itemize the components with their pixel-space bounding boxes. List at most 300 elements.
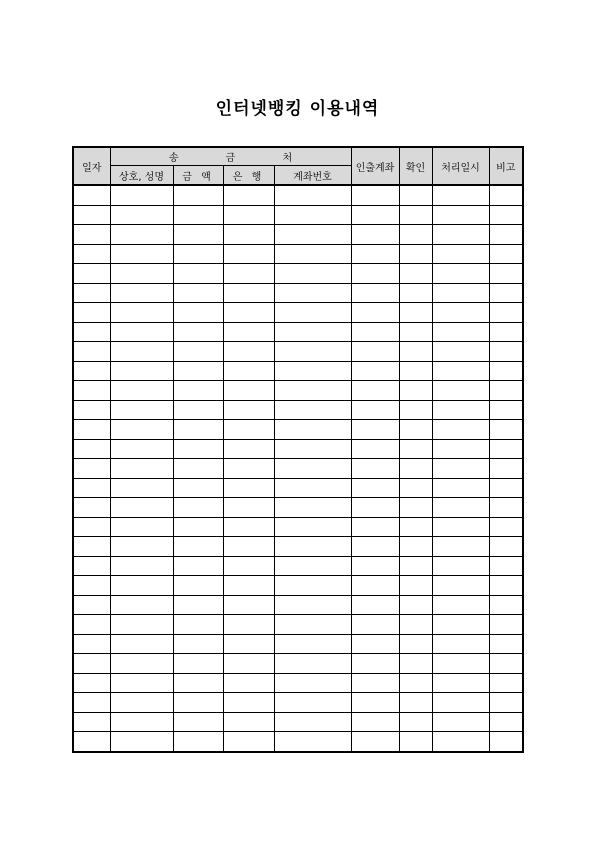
cell-recipient-name[interactable] [110,381,173,401]
cell-confirm[interactable] [399,459,432,479]
cell-amount[interactable] [173,556,223,576]
cell-processed-at[interactable] [432,420,489,440]
cell-recipient-name[interactable] [110,615,173,635]
table-row [73,283,523,303]
cell-processed-at[interactable] [432,634,489,654]
cell-confirm[interactable] [399,303,432,323]
cell-withdrawal-account[interactable] [351,264,399,284]
cell-bank[interactable] [223,283,274,303]
cell-date[interactable] [73,400,110,420]
cell-recipient-name[interactable] [110,478,173,498]
cell-withdrawal-account[interactable] [351,225,399,245]
cell-remarks[interactable] [489,615,523,635]
cell-amount[interactable] [173,537,223,557]
cell-remarks[interactable] [489,693,523,713]
cell-account-number[interactable] [274,264,351,284]
cell-amount[interactable] [173,342,223,362]
cell-processed-at[interactable] [432,361,489,381]
cell-account-number[interactable] [274,381,351,401]
header-recipient-group: 송 금 처 [110,147,351,166]
cell-processed-at[interactable] [432,517,489,537]
cell-confirm[interactable] [399,322,432,342]
cell-confirm[interactable] [399,205,432,225]
cell-processed-at[interactable] [432,264,489,284]
cell-processed-at[interactable] [432,498,489,518]
table-row [73,264,523,284]
cell-processed-at[interactable] [432,556,489,576]
cell-date[interactable] [73,712,110,732]
cell-amount[interactable] [173,361,223,381]
cell-remarks[interactable] [489,498,523,518]
cell-recipient-name[interactable] [110,634,173,654]
cell-confirm[interactable] [399,361,432,381]
cell-account-number[interactable] [274,205,351,225]
cell-withdrawal-account[interactable] [351,498,399,518]
cell-bank[interactable] [223,498,274,518]
cell-account-number[interactable] [274,244,351,264]
cell-recipient-name[interactable] [110,517,173,537]
cell-bank[interactable] [223,732,274,752]
cell-amount[interactable] [173,498,223,518]
cell-bank[interactable] [223,517,274,537]
cell-remarks[interactable] [489,420,523,440]
cell-account-number[interactable] [274,615,351,635]
cell-account-number[interactable] [274,459,351,479]
cell-date[interactable] [73,381,110,401]
cell-bank[interactable] [223,400,274,420]
cell-remarks[interactable] [489,185,523,205]
cell-amount[interactable] [173,303,223,323]
cell-withdrawal-account[interactable] [351,556,399,576]
cell-amount[interactable] [173,322,223,342]
cell-recipient-name[interactable] [110,303,173,323]
cell-bank[interactable] [223,595,274,615]
cell-date[interactable] [73,615,110,635]
cell-amount[interactable] [173,381,223,401]
cell-bank[interactable] [223,634,274,654]
cell-recipient-name[interactable] [110,264,173,284]
cell-remarks[interactable] [489,712,523,732]
cell-withdrawal-account[interactable] [351,654,399,674]
cell-bank[interactable] [223,615,274,635]
cell-confirm[interactable] [399,576,432,596]
cell-date[interactable] [73,303,110,323]
cell-confirm[interactable] [399,712,432,732]
cell-remarks[interactable] [489,537,523,557]
cell-account-number[interactable] [274,673,351,693]
cell-recipient-name[interactable] [110,205,173,225]
cell-withdrawal-account[interactable] [351,615,399,635]
cell-date[interactable] [73,517,110,537]
cell-remarks[interactable] [489,322,523,342]
cell-date[interactable] [73,205,110,225]
cell-recipient-name[interactable] [110,420,173,440]
cell-account-number[interactable] [274,556,351,576]
header-withdrawal-account: 인출계좌 [351,147,399,185]
cell-processed-at[interactable] [432,185,489,205]
cell-date[interactable] [73,673,110,693]
cell-amount[interactable] [173,732,223,752]
cell-account-number[interactable] [274,634,351,654]
table-row [73,459,523,479]
cell-confirm[interactable] [399,342,432,362]
cell-bank[interactable] [223,244,274,264]
cell-processed-at[interactable] [432,322,489,342]
cell-bank[interactable] [223,185,274,205]
table-row [73,361,523,381]
table-row [73,244,523,264]
cell-withdrawal-account[interactable] [351,576,399,596]
cell-date[interactable] [73,634,110,654]
cell-date[interactable] [73,537,110,557]
cell-recipient-name[interactable] [110,673,173,693]
cell-confirm[interactable] [399,283,432,303]
cell-remarks[interactable] [489,283,523,303]
cell-confirm[interactable] [399,654,432,674]
cell-remarks[interactable] [489,634,523,654]
cell-amount[interactable] [173,615,223,635]
cell-processed-at[interactable] [432,712,489,732]
cell-amount[interactable] [173,673,223,693]
cell-recipient-name[interactable] [110,732,173,752]
cell-account-number[interactable] [274,537,351,557]
cell-withdrawal-account[interactable] [351,732,399,752]
cell-recipient-name[interactable] [110,595,173,615]
table-row [73,498,523,518]
cell-recipient-name[interactable] [110,322,173,342]
table-row [73,205,523,225]
cell-account-number[interactable] [274,595,351,615]
cell-remarks[interactable] [489,654,523,674]
cell-remarks[interactable] [489,459,523,479]
cell-processed-at[interactable] [432,381,489,401]
cell-date[interactable] [73,595,110,615]
cell-withdrawal-account[interactable] [351,400,399,420]
transaction-ledger-table [72,146,524,753]
cell-confirm[interactable] [399,498,432,518]
cell-date[interactable] [73,459,110,479]
cell-withdrawal-account[interactable] [351,381,399,401]
cell-remarks[interactable] [489,244,523,264]
cell-bank[interactable] [223,205,274,225]
cell-remarks[interactable] [489,732,523,752]
cell-withdrawal-account[interactable] [351,478,399,498]
cell-confirm[interactable] [399,244,432,264]
table-row [73,595,523,615]
cell-withdrawal-account[interactable] [351,322,399,342]
cell-recipient-name[interactable] [110,283,173,303]
cell-bank[interactable] [223,303,274,323]
cell-withdrawal-account[interactable] [351,303,399,323]
cell-date[interactable] [73,439,110,459]
cell-account-number[interactable] [274,400,351,420]
cell-confirm[interactable] [399,225,432,245]
cell-date[interactable] [73,185,110,205]
cell-confirm[interactable] [399,381,432,401]
cell-account-number[interactable] [274,654,351,674]
table-row [73,225,523,245]
cell-remarks[interactable] [489,205,523,225]
cell-date[interactable] [73,322,110,342]
table-row [73,439,523,459]
cell-bank[interactable] [223,537,274,557]
cell-remarks[interactable] [489,556,523,576]
table-row [73,420,523,440]
cell-account-number[interactable] [274,303,351,323]
cell-account-number[interactable] [274,322,351,342]
cell-bank[interactable] [223,342,274,362]
cell-recipient-name[interactable] [110,400,173,420]
cell-account-number[interactable] [274,225,351,245]
table-row [73,322,523,342]
cell-date[interactable] [73,556,110,576]
cell-amount[interactable] [173,517,223,537]
cell-date[interactable] [73,342,110,362]
cell-date[interactable] [73,478,110,498]
cell-processed-at[interactable] [432,537,489,557]
cell-processed-at[interactable] [432,673,489,693]
cell-account-number[interactable] [274,498,351,518]
cell-remarks[interactable] [489,400,523,420]
cell-confirm[interactable] [399,693,432,713]
cell-recipient-name[interactable] [110,498,173,518]
cell-withdrawal-account[interactable] [351,283,399,303]
cell-withdrawal-account[interactable] [351,517,399,537]
cell-amount[interactable] [173,244,223,264]
cell-confirm[interactable] [399,185,432,205]
cell-date[interactable] [73,225,110,245]
cell-recipient-name[interactable] [110,537,173,557]
cell-processed-at[interactable] [432,459,489,479]
cell-bank[interactable] [223,225,274,245]
cell-amount[interactable] [173,264,223,284]
cell-account-number[interactable] [274,693,351,713]
cell-withdrawal-account[interactable] [351,634,399,654]
cell-remarks[interactable] [489,673,523,693]
header-confirm: 확인 [399,147,432,185]
cell-processed-at[interactable] [432,283,489,303]
cell-amount[interactable] [173,712,223,732]
cell-processed-at[interactable] [432,439,489,459]
cell-bank[interactable] [223,478,274,498]
cell-account-number[interactable] [274,361,351,381]
cell-recipient-name[interactable] [110,693,173,713]
cell-processed-at[interactable] [432,400,489,420]
cell-amount[interactable] [173,205,223,225]
cell-remarks[interactable] [489,361,523,381]
table-row [73,712,523,732]
cell-processed-at[interactable] [432,478,489,498]
cell-withdrawal-account[interactable] [351,361,399,381]
cell-amount[interactable] [173,478,223,498]
cell-remarks[interactable] [489,225,523,245]
table-body [73,185,523,752]
cell-amount[interactable] [173,420,223,440]
cell-date[interactable] [73,732,110,752]
cell-date[interactable] [73,244,110,264]
header-amount: 금 액 [173,166,223,186]
cell-processed-at[interactable] [432,595,489,615]
table-row [73,634,523,654]
cell-recipient-name[interactable] [110,185,173,205]
cell-recipient-name[interactable] [110,576,173,596]
cell-processed-at[interactable] [432,342,489,362]
cell-confirm[interactable] [399,420,432,440]
cell-bank[interactable] [223,322,274,342]
cell-amount[interactable] [173,459,223,479]
cell-processed-at[interactable] [432,225,489,245]
cell-amount[interactable] [173,439,223,459]
cell-confirm[interactable] [399,400,432,420]
cell-amount[interactable] [173,576,223,596]
cell-confirm[interactable] [399,537,432,557]
cell-remarks[interactable] [489,381,523,401]
cell-confirm[interactable] [399,478,432,498]
cell-confirm[interactable] [399,517,432,537]
cell-recipient-name[interactable] [110,342,173,362]
table-row [73,185,523,205]
cell-withdrawal-account[interactable] [351,693,399,713]
cell-recipient-name[interactable] [110,225,173,245]
cell-bank[interactable] [223,420,274,440]
cell-bank[interactable] [223,361,274,381]
cell-amount[interactable] [173,185,223,205]
cell-recipient-name[interactable] [110,244,173,264]
table-row [73,381,523,401]
cell-account-number[interactable] [274,283,351,303]
cell-account-number[interactable] [274,439,351,459]
cell-account-number[interactable] [274,576,351,596]
cell-bank[interactable] [223,264,274,284]
cell-confirm[interactable] [399,673,432,693]
cell-amount[interactable] [173,400,223,420]
table-row [73,576,523,596]
document-title: 인터넷뱅킹 이용내역 [215,99,380,119]
header-account-number: 계좌번호 [274,166,351,186]
cell-account-number[interactable] [274,478,351,498]
cell-withdrawal-account[interactable] [351,459,399,479]
cell-amount[interactable] [173,595,223,615]
table-row [73,303,523,323]
table-row [73,537,523,557]
cell-date[interactable] [73,498,110,518]
cell-bank[interactable] [223,381,274,401]
table-row [73,673,523,693]
cell-confirm[interactable] [399,595,432,615]
cell-withdrawal-account[interactable] [351,342,399,362]
cell-processed-at[interactable] [432,732,489,752]
cell-amount[interactable] [173,225,223,245]
cell-amount[interactable] [173,634,223,654]
cell-confirm[interactable] [399,556,432,576]
cell-account-number[interactable] [274,420,351,440]
cell-date[interactable] [73,420,110,440]
cell-bank[interactable] [223,673,274,693]
cell-withdrawal-account[interactable] [351,712,399,732]
cell-processed-at[interactable] [432,576,489,596]
cell-processed-at[interactable] [432,654,489,674]
header-date: 일자 [73,147,110,185]
cell-date[interactable] [73,576,110,596]
cell-bank[interactable] [223,439,274,459]
cell-remarks[interactable] [489,478,523,498]
cell-account-number[interactable] [274,517,351,537]
cell-bank[interactable] [223,459,274,479]
cell-remarks[interactable] [489,595,523,615]
cell-recipient-name[interactable] [110,459,173,479]
cell-withdrawal-account[interactable] [351,673,399,693]
cell-processed-at[interactable] [432,244,489,264]
cell-confirm[interactable] [399,732,432,752]
cell-confirm[interactable] [399,615,432,635]
cell-withdrawal-account[interactable] [351,205,399,225]
cell-date[interactable] [73,361,110,381]
cell-remarks[interactable] [489,576,523,596]
cell-account-number[interactable] [274,732,351,752]
cell-remarks[interactable] [489,303,523,323]
cell-bank[interactable] [223,556,274,576]
cell-confirm[interactable] [399,264,432,284]
cell-recipient-name[interactable] [110,361,173,381]
cell-date[interactable] [73,693,110,713]
cell-account-number[interactable] [274,185,351,205]
table-row [73,478,523,498]
cell-remarks[interactable] [489,342,523,362]
cell-recipient-name[interactable] [110,712,173,732]
header-processed-at: 처리일시 [432,147,489,185]
cell-date[interactable] [73,654,110,674]
cell-processed-at[interactable] [432,693,489,713]
cell-withdrawal-account[interactable] [351,244,399,264]
header-remarks: 비고 [489,147,523,185]
cell-recipient-name[interactable] [110,439,173,459]
cell-withdrawal-account[interactable] [351,439,399,459]
header-bank: 은 행 [223,166,274,186]
cell-recipient-name[interactable] [110,654,173,674]
cell-amount[interactable] [173,654,223,674]
cell-bank[interactable] [223,576,274,596]
cell-confirm[interactable] [399,634,432,654]
cell-remarks[interactable] [489,517,523,537]
cell-processed-at[interactable] [432,303,489,323]
cell-processed-at[interactable] [432,205,489,225]
table-row [73,732,523,752]
table-row [73,615,523,635]
cell-date[interactable] [73,283,110,303]
cell-bank[interactable] [223,654,274,674]
cell-amount[interactable] [173,283,223,303]
cell-withdrawal-account[interactable] [351,595,399,615]
table-row [73,400,523,420]
table-row [73,342,523,362]
cell-bank[interactable] [223,693,274,713]
cell-date[interactable] [73,264,110,284]
cell-remarks[interactable] [489,439,523,459]
cell-withdrawal-account[interactable] [351,537,399,557]
cell-bank[interactable] [223,712,274,732]
cell-amount[interactable] [173,693,223,713]
cell-processed-at[interactable] [432,615,489,635]
cell-remarks[interactable] [489,264,523,284]
cell-account-number[interactable] [274,712,351,732]
cell-withdrawal-account[interactable] [351,185,399,205]
table-header [73,147,523,185]
cell-confirm[interactable] [399,439,432,459]
cell-account-number[interactable] [274,342,351,362]
table-row [73,556,523,576]
cell-withdrawal-account[interactable] [351,420,399,440]
cell-recipient-name[interactable] [110,556,173,576]
